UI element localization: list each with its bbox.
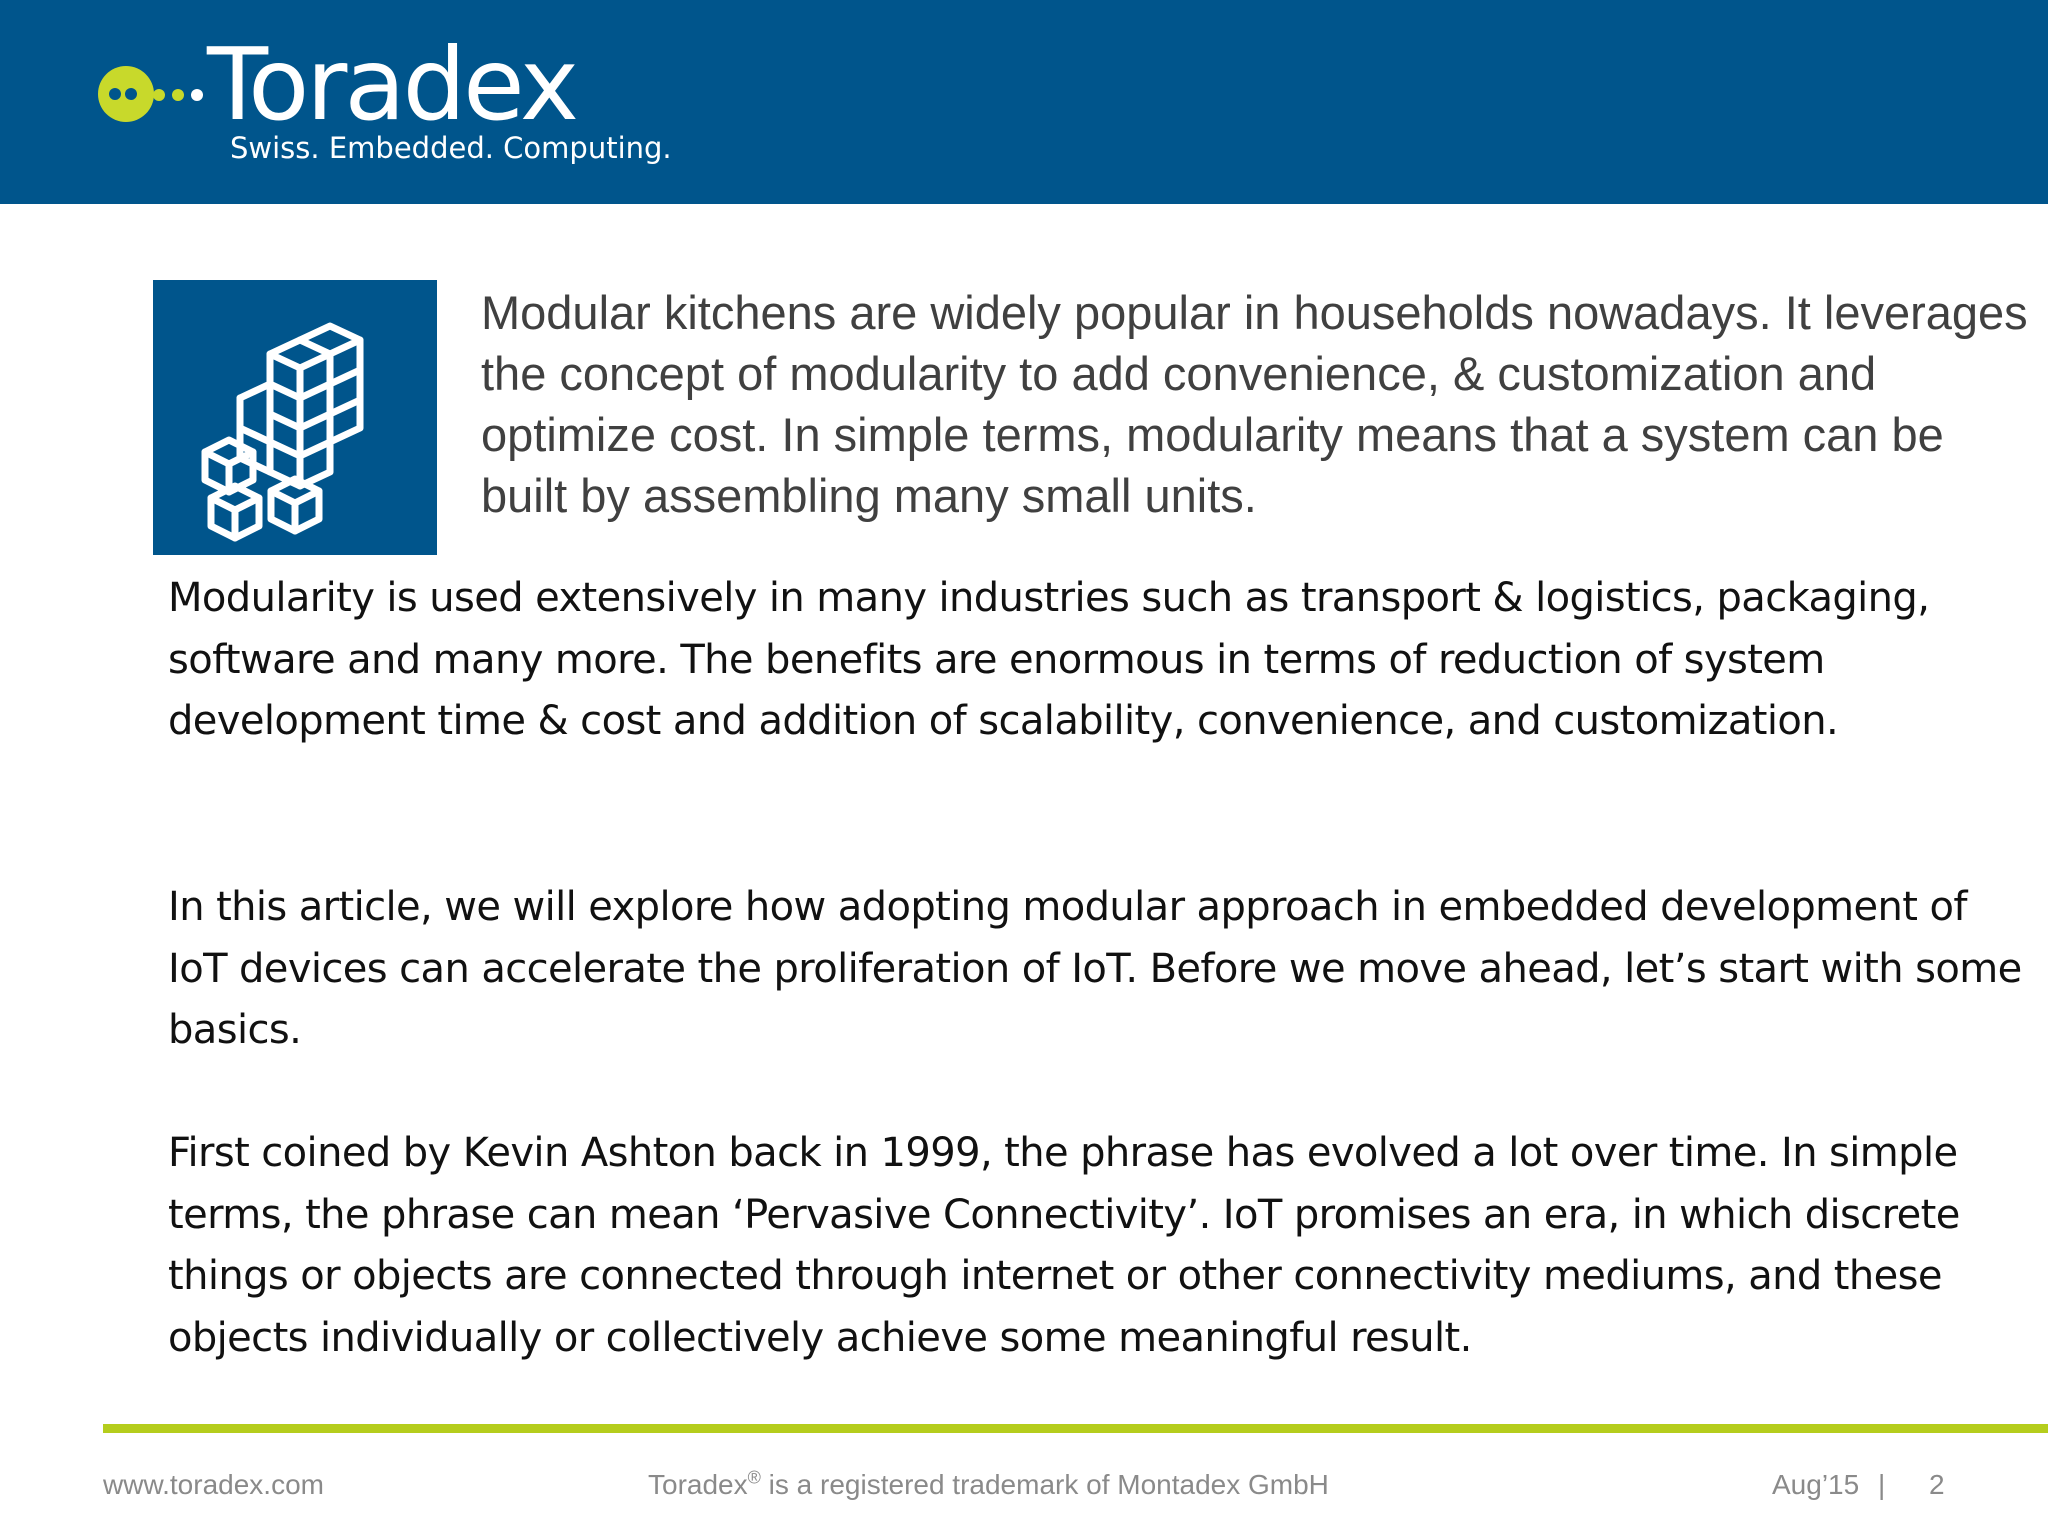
toradex-logo-icon (96, 64, 206, 124)
trademark-text: is a registered trademark of Montadex GmbH (760, 1469, 1329, 1500)
footer-trademark-notice (648, 1468, 1329, 1502)
intro-text: Modular kitchens are widely popular in households nowadays. It leverages the concept of modularity to add convenience, & customization and optimize cost. In simple terms, modularity means that a system can be built by assembling many small units. (481, 286, 2028, 522)
body-paragraph-iot-definition: First coined by Kevin Ashton back in 1999, the phrase has evolved a lot over time. In simple terms, the phrase can mean ‘Pervasive Connectivity’. IoT promises an era, in which discrete things or objects are connected through internet or other connectivity mediums, and these objects individually or collectively achieve some meaningful result. (168, 1130, 1960, 1361)
page-number: 2 (1929, 1469, 1945, 1500)
footer-separator: | (1878, 1469, 1886, 1500)
footer-date: Aug’15 (1772, 1469, 1860, 1500)
modular-cubes-icon (153, 280, 437, 555)
logo-tagline: Swiss. Embedded. Computing. (230, 131, 672, 165)
registered-mark: ® (747, 1467, 761, 1488)
trademark-brand: Toradex (648, 1469, 748, 1500)
header-banner (0, 0, 2048, 204)
footer-divider (103, 1424, 2048, 1433)
logo-wordmark: Toradex (207, 26, 577, 143)
footer-website-link[interactable]: www.toradex.com (103, 1469, 324, 1500)
body-paragraph-article-scope: In this article, we will explore how adopting modular approach in embedded development of IoT devices can accelerate the proliferation of IoT. Before we move ahead, let’s start with some basics. (168, 884, 2022, 1053)
body-paragraph-modularity: Modularity is used extensively in many industries such as transport & logistics, packaging, software and many more. The benefits are enormous in terms of reduction of system development time & cost and addition of scalability, convenience, and customization. (168, 575, 1930, 744)
